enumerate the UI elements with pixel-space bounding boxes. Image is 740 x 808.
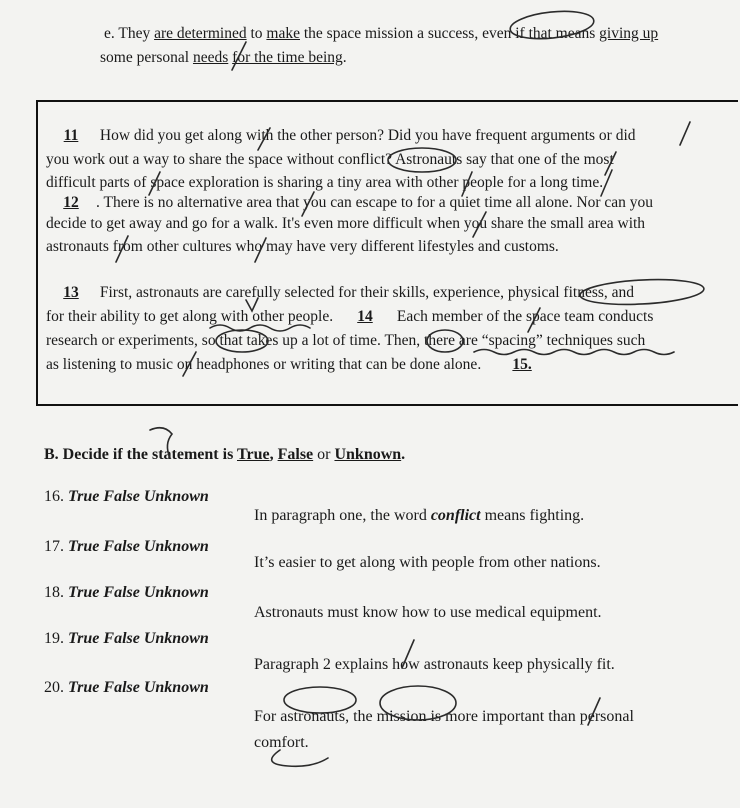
question-18-options[interactable]: 18. True False Unknown	[44, 584, 209, 601]
question-16-options[interactable]: 16. True False Unknown	[44, 488, 209, 505]
question-17-options[interactable]: 17. True False Unknown	[44, 538, 209, 555]
question-20-statement: For astronauts, the mission is more important than personal	[254, 708, 634, 725]
question-19-statement: Paragraph 2 explains how astronauts keep physically fit.	[254, 656, 615, 673]
blank-15[interactable]: 15.	[512, 356, 532, 373]
underlined-phrase: are determined	[154, 25, 247, 42]
passage-p2-line-4: as listening to music on headphones or writing that can be done alone. 15.	[46, 356, 559, 374]
passage-p2-line-1: 13 First, astronauts are carefully selected for their skills, experience, physical fitness, and	[46, 284, 634, 302]
item-e-line-1: e. They are determined to make the space mission a success, even if that means giving up	[104, 25, 659, 42]
option-false-label: False	[277, 446, 314, 463]
question-19-options[interactable]: 19. True False Unknown	[44, 630, 209, 647]
blank-14[interactable]: 14	[357, 308, 373, 325]
passage-p2-line-2: for their ability to get along with other people. 14 Each member of the space team conducts	[46, 308, 654, 325]
passage-p1-line-4: 12 . There is no alternative area that you can escape to for a quiet time all alone. Nor can you	[46, 194, 653, 212]
underlined-phrase: giving up	[599, 25, 659, 42]
circled-phrase: even if	[482, 25, 525, 42]
question-16-statement: In paragraph one, the word conflict means fighting.	[254, 507, 585, 524]
passage-p1-line-6: astronauts from other cultures who may have very different lifestyles and customs.	[46, 238, 559, 255]
underlined-phrase: make	[266, 25, 300, 42]
section-b-heading: B. Decide if the statement is True, False or Unknown.	[44, 446, 406, 463]
question-20-statement-continued: comfort.	[254, 734, 309, 751]
blank-11[interactable]: 11	[63, 127, 79, 144]
question-17-statement: It’s easier to get along with people from other nations.	[254, 554, 601, 571]
pen-scribble	[272, 750, 328, 766]
option-unknown-label: Unknown	[334, 446, 402, 463]
blank-12[interactable]: 12	[63, 194, 79, 211]
passage-p2-line-3: research or experiments, so that takes up a lot of time. Then, there are “spacing” techniques such	[46, 332, 646, 349]
question-20-options[interactable]: 20. True False Unknown	[44, 679, 209, 696]
underlined-phrase: needs	[192, 49, 229, 66]
passage-p1-line-2: you work out a way to share the space without conflict? Astronauts say that one of the most	[46, 151, 614, 168]
passage-p1-line-1: 11 How did you get along with the other person? Did you have frequent arguments or did	[46, 127, 636, 145]
question-18-statement: Astronauts must know how to use medical equipment.	[254, 604, 602, 621]
underlined-phrase: for the time being	[232, 49, 343, 66]
passage-p1-line-3: difficult parts of space exploration is sharing a tiny area with other people for a long time.	[46, 174, 604, 191]
blank-13[interactable]: 13	[63, 284, 79, 301]
passage-p1-line-5: decide to get away and go for a walk. It's even more difficult when you share the small area with	[46, 215, 646, 232]
item-e-line-2: some personal needs for the time being.	[100, 49, 347, 66]
option-true-label: True	[237, 446, 270, 463]
